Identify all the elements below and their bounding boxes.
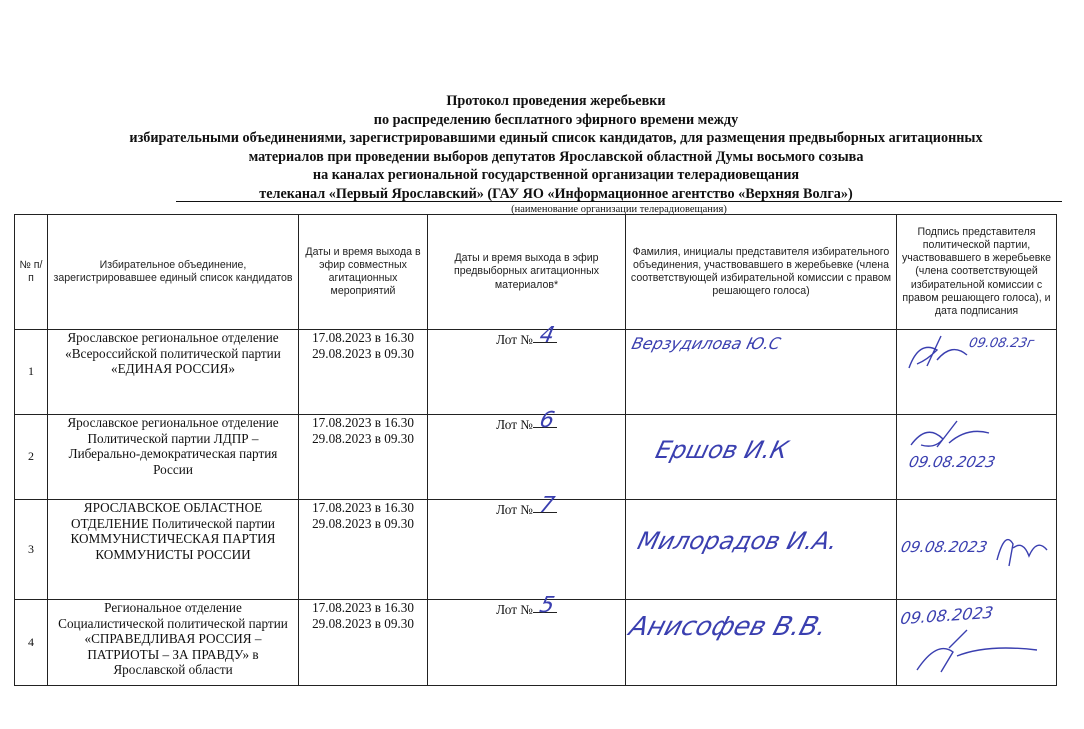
lot-cell bbox=[428, 323, 626, 415]
party-name: Ярославское региональное отделение Политической партии ЛДПР – Либерально-демократическая партия России bbox=[48, 415, 299, 500]
lot-label: Лот № bbox=[496, 602, 533, 617]
date-2: 29.08.2023 в 09.30 bbox=[312, 345, 414, 361]
table-header-row bbox=[15, 215, 1057, 330]
table-row bbox=[15, 415, 1057, 500]
lot-number: 5 bbox=[537, 593, 557, 618]
signature-cell bbox=[897, 600, 1057, 686]
lot-cell bbox=[428, 593, 626, 686]
representative-cell bbox=[626, 330, 897, 415]
lot-cell bbox=[428, 408, 626, 500]
row-num: 4 bbox=[15, 600, 48, 686]
signature-date: 09.08.2023 bbox=[907, 453, 997, 471]
signature-date: 09.08.2023 bbox=[899, 602, 995, 629]
date-2: 29.08.2023 в 09.30 bbox=[312, 615, 414, 631]
title-line-6: телеканал «Первый Ярославский» (ГАУ ЯО «Информационное агентство «Верхняя Волга») bbox=[259, 185, 853, 202]
date-1: 17.08.2023 в 16.30 bbox=[312, 330, 414, 345]
title-line-3: избирательными объединениями, зарегистрировавшими единый список кандидатов, для размещения предвыборных агитационных bbox=[129, 130, 983, 147]
signature-scribble bbox=[897, 600, 1057, 686]
broadcast-dates bbox=[299, 415, 428, 500]
signature-date: 09.08.23г bbox=[967, 336, 1036, 351]
title-line-4: материалов при проведении выборов депутатов Ярославской областной Думы восьмого созыва bbox=[248, 148, 864, 165]
representative-cell bbox=[626, 500, 897, 600]
representative-name: Ершов И.К bbox=[652, 436, 792, 464]
lot-underline bbox=[533, 493, 557, 518]
table-row bbox=[15, 600, 1057, 686]
row-num: 3 bbox=[15, 500, 48, 600]
representative-name: Верзудилова Ю.С bbox=[629, 334, 783, 353]
table-row bbox=[15, 500, 1057, 600]
signature-cell bbox=[897, 500, 1057, 600]
lot-label: Лот № bbox=[496, 417, 533, 432]
header-joint-events: Даты и время выхода в эфир совместных агитационных мероприятий bbox=[299, 215, 428, 330]
title-line-1: Протокол проведения жеребьевки bbox=[446, 93, 666, 109]
title-line-2: по распределению бесплатного эфирного времени между bbox=[373, 111, 739, 128]
party-name: ЯРОСЛАВСКОЕ ОБЛАСТНОЕ ОТДЕЛЕНИЕ Политической партии КОММУНИСТИЧЕСКАЯ ПАРТИЯ КОММУНИСТЫ РОССИИ bbox=[48, 500, 299, 600]
org-caption: (наименование организации телерадиовещания) bbox=[511, 204, 727, 215]
row-num: 2 bbox=[15, 415, 48, 500]
date-1: 17.08.2023 в 16.30 bbox=[312, 600, 414, 615]
header-signature: Подпись представителя политической партии, участвовавшего в жеребьевке (члена соответствующей избирательной комиссии с правом решающего голоса), и дата подписания bbox=[897, 215, 1057, 330]
representative-name: Милорадов И.А. bbox=[634, 527, 841, 555]
representative-cell bbox=[626, 600, 897, 686]
header-materials: Даты и время выхода в эфир предвыборных агитационных материалов* bbox=[428, 215, 626, 330]
broadcast-dates bbox=[299, 500, 428, 600]
title-line-5: на каналах региональной государственной организации телерадиовещания bbox=[312, 167, 800, 184]
lot-number: 4 bbox=[537, 323, 557, 348]
signature-cell bbox=[897, 330, 1057, 415]
representative-name: Анисофев В.В. bbox=[625, 612, 831, 642]
date-1: 17.08.2023 в 16.30 bbox=[312, 415, 414, 430]
header-num: № п/п bbox=[15, 215, 48, 330]
lot-underline bbox=[533, 323, 557, 348]
lot-number: 6 bbox=[537, 408, 557, 433]
signature-scribble bbox=[897, 500, 1057, 600]
lot-underline bbox=[533, 593, 557, 618]
representative-cell bbox=[626, 415, 897, 500]
signature-cell bbox=[897, 415, 1057, 500]
table-row bbox=[15, 330, 1057, 415]
lottery-table bbox=[14, 214, 1057, 686]
signature-date: 09.08.2023 bbox=[899, 538, 989, 556]
header-representative: Фамилия, инициалы представителя избирательного объединения, участвовавшего в жеребьевке (члена соответствующей избирательной комиссии с правом решающего голоса) bbox=[626, 215, 897, 330]
lot-underline bbox=[533, 408, 557, 433]
date-2: 29.08.2023 в 09.30 bbox=[312, 515, 414, 531]
lot-cell bbox=[428, 493, 626, 600]
org-name-underline bbox=[176, 201, 1062, 202]
party-name: Региональное отделение Социалистической политической партии «СПРАВЕДЛИВАЯ РОССИЯ – ПАТРИОТЫ – ЗА ПРАВДУ» в Ярославской области bbox=[48, 600, 299, 686]
row-num: 1 bbox=[15, 330, 48, 415]
lot-number: 7 bbox=[537, 493, 557, 518]
document-title bbox=[40, 92, 1072, 204]
broadcast-dates bbox=[299, 600, 428, 686]
date-1: 17.08.2023 в 16.30 bbox=[312, 500, 414, 515]
lot-label: Лот № bbox=[496, 332, 533, 347]
date-2: 29.08.2023 в 09.30 bbox=[312, 430, 414, 446]
party-name: Ярославское региональное отделение «Всероссийской политической партии «ЕДИНАЯ РОССИЯ» bbox=[48, 330, 299, 415]
header-party: Избирательное объединение, зарегистрировавшее единый список кандидатов bbox=[48, 215, 299, 330]
lot-label: Лот № bbox=[496, 502, 533, 517]
broadcast-dates bbox=[299, 330, 428, 415]
